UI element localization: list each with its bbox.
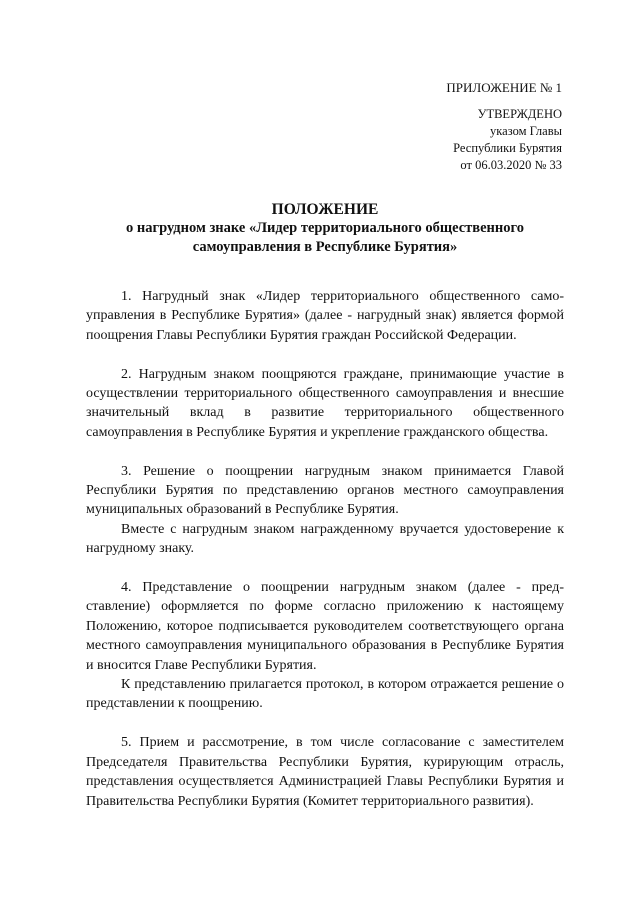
- document-body: [86, 287, 564, 811]
- title-line-1: о нагрудном знаке «Лидер территориального общественного: [126, 220, 524, 236]
- annex-label: ПРИЛОЖЕНИЕ № 1: [446, 80, 562, 95]
- paragraph-3-continued: Вместе с нагрудным знаком награжденному вручается удостоверение к нагрудному знаку.: [86, 521, 564, 557]
- title-line-2: самоуправления в Республике Бурятия»: [192, 239, 458, 255]
- document-title: [80, 201, 570, 257]
- decree-line-3: от 06.03.2020 № 33: [460, 158, 562, 172]
- approval-block: [453, 106, 562, 174]
- decree-line-1: указом Главы: [490, 124, 562, 138]
- paragraph-3: 3. Решение о поощрении нагрудным знаком принимается Главой Республики Бурятия по представлению органов местного самоуправления муниципальных образований в Республике Бурятия.: [86, 463, 564, 518]
- approved-label: УТВЕРЖДЕНО: [477, 107, 562, 121]
- paragraph-4-continued: К представлению прилагается протокол, в котором отражается решение о представлении к поощрению.: [86, 677, 564, 712]
- title-heading: ПОЛОЖЕНИЕ: [271, 201, 379, 218]
- decree-line-2: Республики Бурятия: [453, 141, 562, 155]
- paragraph-4: 4. Представление о поощрении нагрудным знаком (далее - представление) оформляется по форме согласно приложению к настоящему Положению, которое подписывается руководителем соответствующего органа местного самоуправления муниципального образования в Республике Бурятия и вносится Главе Республики Бурятия.: [86, 580, 564, 673]
- paragraph-2: 2. Нагрудным знаком поощряются граждане, принимающие участие в осуществлении территориального общественного самоуправления и внесшие значительный вклад в развитие территориального общественного самоуправления в Республике Бурятия и укрепление гражданского общества.: [86, 366, 564, 440]
- paragraph-5: 5. Прием и рассмотрение, в том числе согласование с заместителем Председателя Правительства Республики Бурятия, курирующим отрасль, представления осуществляется Администрацией Главы Республики Бурятия и Правительства Республики Бурятия (Комитет территориального развития).: [86, 735, 564, 809]
- paragraph-1: 1. Нагрудный знак «Лидер территориального общественного самоуправления в Республике Бурятия» (далее - нагрудный знак) является формой поощрения Главы Республики Бурятия граждан Российской Федерации.: [86, 289, 564, 343]
